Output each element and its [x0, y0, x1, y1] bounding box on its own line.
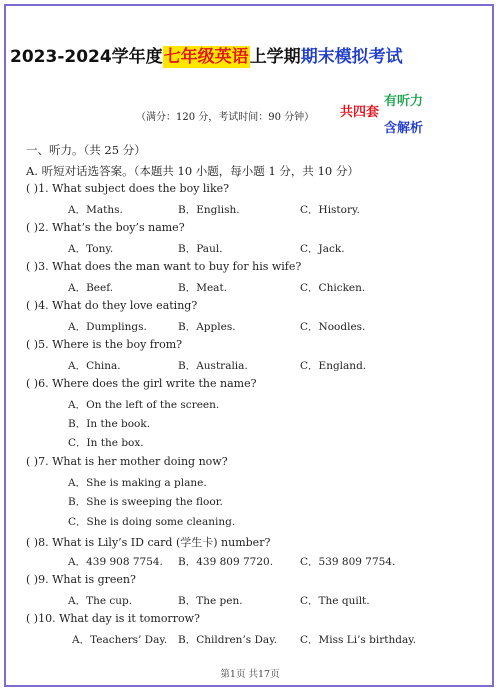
- option-1c: C．History.: [300, 204, 360, 216]
- option-8b: B．439 809 7720.: [178, 556, 274, 568]
- option-8a: A．439 908 7754.: [68, 556, 163, 568]
- section-instruction: A. 听短对话选答案。（本题共 10 小题，每小题 1 分，共 10 分）: [26, 164, 359, 178]
- option-9a: A．The cup.: [68, 595, 133, 607]
- option-2b: B．Paul.: [178, 243, 223, 255]
- question-7: ( )7. What is her mother doing now?: [26, 455, 228, 468]
- option-7b: B．She is sweeping the floor.: [68, 496, 223, 508]
- title-term: 上学期: [249, 47, 301, 67]
- option-4c: C．Noodles.: [300, 321, 366, 333]
- option-5c: C．England.: [300, 360, 367, 372]
- option-10b: B．Children’s Day.: [178, 634, 278, 646]
- option-6a: A．On the left of the screen.: [68, 399, 220, 411]
- option-3c: C．Chicken.: [300, 282, 366, 294]
- title-highlight: 七年级英语: [163, 47, 249, 67]
- question-8: ( )8. What is Lily’s ID card (学生卡) number?: [26, 536, 271, 549]
- option-7a: A．She is making a plane.: [68, 477, 207, 489]
- option-6c: C．In the box.: [68, 437, 144, 449]
- exam-title: [10, 42, 490, 70]
- option-1a: A．Maths.: [68, 204, 123, 216]
- option-6b: B．In the book.: [68, 418, 151, 430]
- title-exam: 期末模拟考试: [300, 47, 403, 67]
- exam-meta: （满分：120 分，考试时间：90 分钟）: [136, 112, 315, 123]
- option-10c: C．Miss Li’s birthday.: [300, 634, 417, 646]
- option-7c: C．She is doing some cleaning.: [68, 516, 236, 528]
- option-3b: B．Meat.: [178, 282, 227, 294]
- question-9: ( )9. What is green?: [26, 573, 136, 586]
- badge-answers: 含解析: [384, 121, 424, 136]
- option-10a: A．Teachers’ Day.: [72, 634, 168, 646]
- section-heading: 一、听力。（共 25 分）: [26, 143, 146, 157]
- option-9c: C．The quilt.: [300, 595, 370, 607]
- title-year: 2023-2024学年度: [10, 47, 163, 67]
- option-2c: C．Jack.: [300, 243, 345, 255]
- question-5: ( )5. Where is the boy from?: [26, 338, 183, 351]
- option-5a: A．China.: [68, 360, 121, 372]
- option-1b: B．English.: [178, 204, 240, 216]
- question-10: ( )10. What day is it tomorrow?: [26, 612, 200, 625]
- question-1: ( )1. What subject does the boy like?: [26, 182, 230, 195]
- option-4b: B．Apples.: [178, 321, 236, 333]
- question-3: ( )3. What does the man want to buy for his wife?: [26, 260, 302, 273]
- question-4: ( )4. What do they love eating?: [26, 299, 198, 312]
- question-2: ( )2. What’s the boy’s name?: [26, 221, 185, 234]
- option-4a: A．Dumplings.: [68, 321, 147, 333]
- option-8c: C．539 809 7754.: [300, 556, 396, 568]
- option-3a: A．Beef.: [68, 282, 114, 294]
- option-5b: B．Australia.: [178, 360, 248, 372]
- badge-set: 共四套: [340, 105, 380, 120]
- page-number: 第1页 共17页: [220, 669, 280, 680]
- option-9b: B．The pen.: [178, 595, 243, 607]
- option-2a: A．Tony.: [68, 243, 114, 255]
- badge-listening: 有听力: [384, 94, 424, 109]
- question-6: ( )6. Where does the girl write the name?: [26, 377, 257, 390]
